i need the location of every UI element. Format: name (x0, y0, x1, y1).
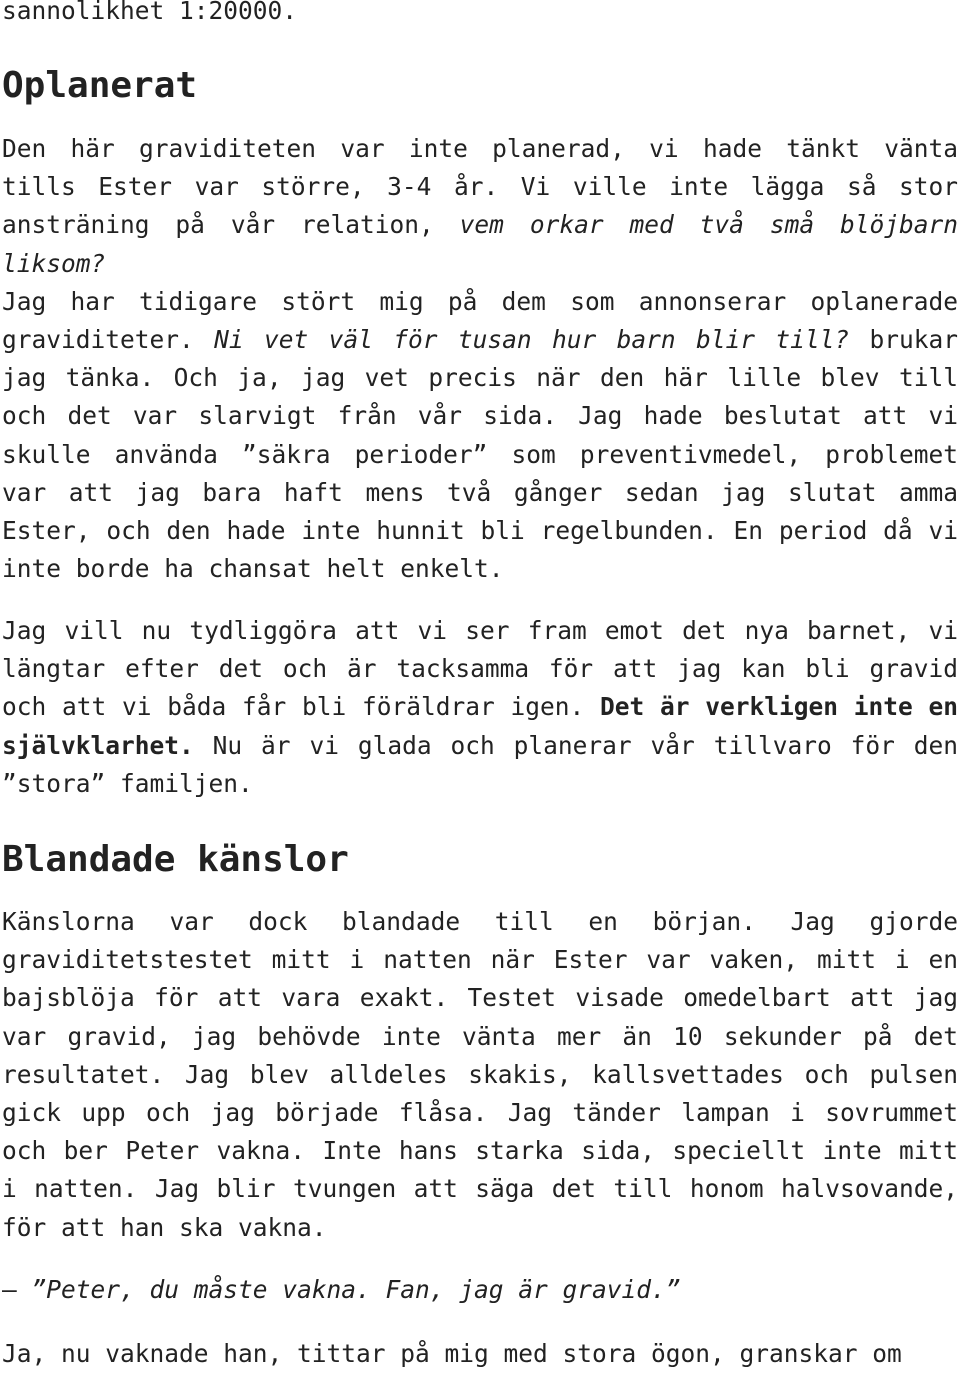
paragraph-unplanned (2, 130, 958, 588)
bold-emphasis-text: Det är verkligen inte en självklarhet. (2, 692, 958, 760)
paragraph-continuation: Ja, nu vaknade han, tittar på mig med stora ögon, granskar om (2, 1339, 902, 1368)
intro-text: sannolikhet 1:20000. (2, 0, 298, 25)
paragraph-text: Jag har tidigare stört mig på dem som annonserar oplanerade graviditeter. (2, 286, 958, 355)
dialogue-line (2, 1271, 958, 1309)
italic-quote-text: Ni vet väl för tusan hur barn blir till? (214, 325, 850, 355)
section-heading-blandade-kanslor: Blandade känslor (2, 839, 349, 880)
italic-quote-text: vem orkar med två små blöjbarn liksom? (2, 210, 958, 278)
paragraph-looking-forward (2, 612, 958, 803)
paragraph-text: Jag vill nu tydliggöra att vi ser fram emot det nya barnet, vi längtar efter det och är tacksamma för att jag kan bli gravid och att vi båda får bli föräldrar igen. (2, 616, 958, 722)
italic-dialogue-text: ”Peter, du måste vakna. Fan, jag är gravid.” (31, 1275, 681, 1304)
paragraph-text: Den här graviditeten var inte planerad, vi hade tänkt vänta tills Ester var större, 3-4 år. Vi ville inte lägga så stor ansträning på vår relation, (2, 134, 958, 240)
section-heading-oplanerat: Oplanerat (2, 65, 198, 106)
paragraph-text: brukar jag tänka. Och ja, jag vet precis när den här lille blev till och det var slarvigt från vår sida. Jag hade beslutat att vi skulle använda ”säkra perioder” som preventivmedel, problemet var att jag bara haft mens två gånger sedan jag slutat amma Ester, och den hade inte hunnit bli regelbunden. En period då vi inte borde ha chansat helt enkelt. (2, 325, 958, 584)
paragraph-text: Nu är vi glada och planerar vår tillvaro för den ”stora” familjen. (2, 730, 958, 798)
dialogue-dash: – (2, 1275, 32, 1304)
paragraph-mixed-feelings: Känslorna var dock blandade till en början. Jag gjorde graviditetstestet mitt i natten när Ester var vaken, mitt i en bajsblöja för att vara exakt. Testet visade omedelbart att jag var gravid, jag behövde inte vänta mer än 10 sekunder på det resultatet. Jag blev alldeles skakis, kallsvettades och pulsen gick upp och jag började flåsa. Jag tänder lampan i sovrummet och ber Peter vakna. Inte hans starka sida, speciellt inte mitt i natten. Jag blir tvungen att säga det till honom halvsovande, för att han ska vakna. (2, 907, 958, 1242)
